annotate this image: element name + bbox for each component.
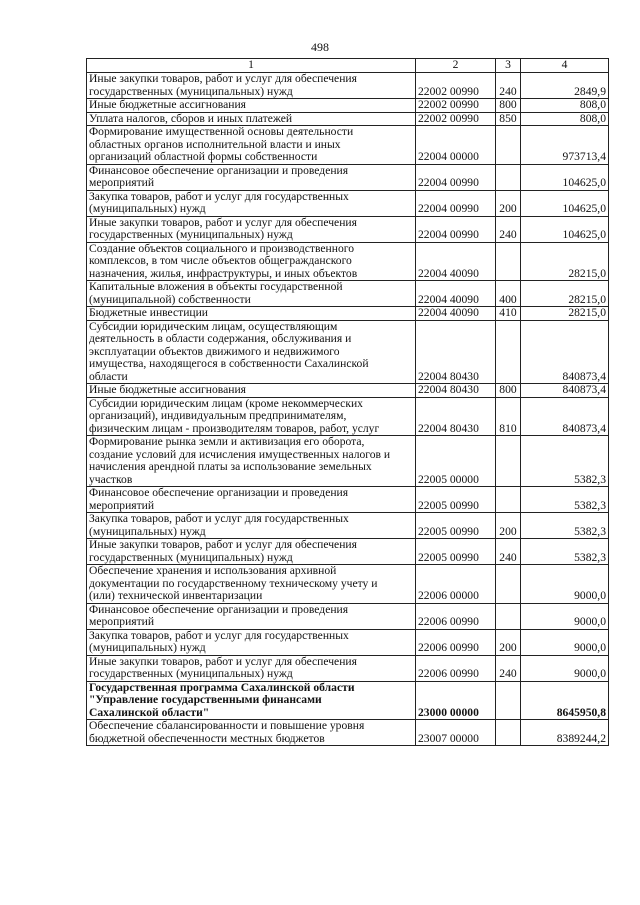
- row-name-cell: Уплата налогов, сборов и иных платежей: [87, 112, 416, 126]
- row-amount-cell: 9000,0: [521, 629, 609, 655]
- row-name-cell: Финансовое обеспечение организации и проведения мероприятий: [87, 603, 416, 629]
- table-row: [87, 539, 609, 565]
- row-code-cell: 22002 00990: [416, 73, 496, 99]
- row-name-cell: Иные закупки товаров, работ и услуг для обеспечения государственных (муниципальных) нужд: [87, 73, 416, 99]
- row-type-cell: 400: [496, 281, 521, 307]
- row-name-cell: Субсидии юридическим лицам (кроме некоммерческих организаций), индивидуальным предпринимателям, физическим лицам - производителям товаров, работ, услуг: [87, 397, 416, 436]
- table-row: [87, 320, 609, 384]
- budget-table: [86, 58, 609, 746]
- table-row: [87, 603, 609, 629]
- row-name-cell: Бюджетные инвестиции: [87, 307, 416, 321]
- row-name-cell: Иные закупки товаров, работ и услуг для обеспечения государственных (муниципальных) нужд: [87, 539, 416, 565]
- row-name-cell: Финансовое обеспечение организации и проведения мероприятий: [87, 164, 416, 190]
- row-amount-cell: 5382,3: [521, 487, 609, 513]
- row-amount-cell: 808,0: [521, 99, 609, 113]
- row-amount-cell: 104625,0: [521, 216, 609, 242]
- row-code-cell: 22004 40090: [416, 242, 496, 281]
- row-name-cell: Закупка товаров, работ и услуг для государственных (муниципальных) нужд: [87, 190, 416, 216]
- row-code-cell: 22004 40090: [416, 307, 496, 321]
- table-row: [87, 513, 609, 539]
- row-name-cell: Субсидии юридическим лицам, осуществляющим деятельность в области содержания, обслуживания и эксплуатации объектов движимого и недвижимого имущества, находящегося в собственности Сахалинской области: [87, 320, 416, 384]
- table-row: [87, 384, 609, 398]
- row-amount-cell: 808,0: [521, 112, 609, 126]
- row-code-cell: 22006 00000: [416, 565, 496, 604]
- table-row: [87, 112, 609, 126]
- row-amount-cell: 9000,0: [521, 603, 609, 629]
- row-name-cell: Обеспечение хранения и использования архивной документации по государственному техническому учету и (или) технической инвентаризации: [87, 565, 416, 604]
- row-type-cell: [496, 681, 521, 720]
- row-code-cell: 22004 80430: [416, 384, 496, 398]
- row-type-cell: 240: [496, 655, 521, 681]
- table-row: [87, 397, 609, 436]
- header-col-amount: 4: [521, 59, 609, 73]
- table-row: [87, 73, 609, 99]
- row-code-cell: 22004 40090: [416, 281, 496, 307]
- row-type-cell: [496, 320, 521, 384]
- row-code-cell: 23000 00000: [416, 681, 496, 720]
- row-type-cell: [496, 603, 521, 629]
- row-type-cell: [496, 126, 521, 165]
- row-type-cell: 200: [496, 513, 521, 539]
- table-row: [87, 190, 609, 216]
- row-name-cell: Формирование рынка земли и активизация его оборота, создание условий для исчисления имущественных налогов и начисления арендной платы за использование земельных участков: [87, 436, 416, 487]
- row-type-cell: 240: [496, 73, 521, 99]
- row-code-cell: 22004 00990: [416, 216, 496, 242]
- row-amount-cell: 5382,3: [521, 513, 609, 539]
- row-code-cell: 22002 00990: [416, 112, 496, 126]
- row-type-cell: 810: [496, 397, 521, 436]
- header-row: [87, 59, 609, 73]
- header-col-type: 3: [496, 59, 521, 73]
- row-amount-cell: 8389244,2: [521, 720, 609, 746]
- row-amount-cell: 9000,0: [521, 565, 609, 604]
- row-code-cell: 22004 00990: [416, 190, 496, 216]
- row-code-cell: 22005 00990: [416, 513, 496, 539]
- table-row: [87, 681, 609, 720]
- row-code-cell: 22005 00990: [416, 487, 496, 513]
- row-amount-cell: 840873,4: [521, 320, 609, 384]
- row-type-cell: [496, 565, 521, 604]
- row-name-cell: Иные бюджетные ассигнования: [87, 384, 416, 398]
- row-code-cell: 22005 00990: [416, 539, 496, 565]
- row-amount-cell: 5382,3: [521, 539, 609, 565]
- row-type-cell: 200: [496, 190, 521, 216]
- table-row: [87, 126, 609, 165]
- row-amount-cell: 840873,4: [521, 397, 609, 436]
- row-code-cell: 22006 00990: [416, 629, 496, 655]
- row-code-cell: 22006 00990: [416, 655, 496, 681]
- row-name-cell: Обеспечение сбалансированности и повышение уровня бюджетной обеспеченности местных бюджетов: [87, 720, 416, 746]
- row-code-cell: 22004 80430: [416, 397, 496, 436]
- row-type-cell: 240: [496, 539, 521, 565]
- table-body: [87, 73, 609, 746]
- row-type-cell: 240: [496, 216, 521, 242]
- row-code-cell: 22004 00990: [416, 164, 496, 190]
- row-type-cell: [496, 242, 521, 281]
- table-row: [87, 629, 609, 655]
- table-row: [87, 99, 609, 113]
- table-row: [87, 307, 609, 321]
- table-row: [87, 720, 609, 746]
- row-type-cell: [496, 487, 521, 513]
- row-code-cell: 22004 00000: [416, 126, 496, 165]
- row-amount-cell: 5382,3: [521, 436, 609, 487]
- row-type-cell: [496, 436, 521, 487]
- row-name-cell: Финансовое обеспечение организации и проведения мероприятий: [87, 487, 416, 513]
- row-type-cell: [496, 720, 521, 746]
- header-col-name: 1: [87, 59, 416, 73]
- table-row: [87, 281, 609, 307]
- row-type-cell: 850: [496, 112, 521, 126]
- table-row: [87, 565, 609, 604]
- row-name-cell: Капитальные вложения в объекты государственной (муниципальной) собственности: [87, 281, 416, 307]
- row-name-cell: Иные закупки товаров, работ и услуг для обеспечения государственных (муниципальных) нужд: [87, 216, 416, 242]
- row-amount-cell: 973713,4: [521, 126, 609, 165]
- row-amount-cell: 2849,9: [521, 73, 609, 99]
- row-name-cell: Иные закупки товаров, работ и услуг для обеспечения государственных (муниципальных) нужд: [87, 655, 416, 681]
- row-name-cell: Государственная программа Сахалинской области "Управление государственными финансами Сахалинской области": [87, 681, 416, 720]
- header-col-code: 2: [416, 59, 496, 73]
- row-name-cell: Закупка товаров, работ и услуг для государственных (муниципальных) нужд: [87, 629, 416, 655]
- row-amount-cell: 840873,4: [521, 384, 609, 398]
- row-name-cell: Закупка товаров, работ и услуг для государственных (муниципальных) нужд: [87, 513, 416, 539]
- row-type-cell: [496, 164, 521, 190]
- row-amount-cell: 104625,0: [521, 164, 609, 190]
- row-amount-cell: 104625,0: [521, 190, 609, 216]
- row-type-cell: 800: [496, 99, 521, 113]
- row-code-cell: 23007 00000: [416, 720, 496, 746]
- row-name-cell: Формирование имущественной основы деятельности областных органов исполнительной власти и иных организаций областной формы собственности: [87, 126, 416, 165]
- table-row: [87, 436, 609, 487]
- table-row: [87, 164, 609, 190]
- table-row: [87, 487, 609, 513]
- row-name-cell: Создание объектов социального и производственного комплексов, в том числе объектов общегражданского назначения, жилья, инфраструктуры, и иных объектов: [87, 242, 416, 281]
- table-row: [87, 655, 609, 681]
- row-type-cell: 410: [496, 307, 521, 321]
- row-code-cell: 22006 00990: [416, 603, 496, 629]
- row-amount-cell: 28215,0: [521, 281, 609, 307]
- table-row: [87, 216, 609, 242]
- row-amount-cell: 28215,0: [521, 242, 609, 281]
- row-code-cell: 22005 00000: [416, 436, 496, 487]
- row-code-cell: 22004 80430: [416, 320, 496, 384]
- row-code-cell: 22002 00990: [416, 99, 496, 113]
- row-name-cell: Иные бюджетные ассигнования: [87, 99, 416, 113]
- page-number: 498: [311, 40, 329, 54]
- row-amount-cell: 8645950,8: [521, 681, 609, 720]
- row-amount-cell: 9000,0: [521, 655, 609, 681]
- table-row: [87, 242, 609, 281]
- row-type-cell: 200: [496, 629, 521, 655]
- row-amount-cell: 28215,0: [521, 307, 609, 321]
- row-type-cell: 800: [496, 384, 521, 398]
